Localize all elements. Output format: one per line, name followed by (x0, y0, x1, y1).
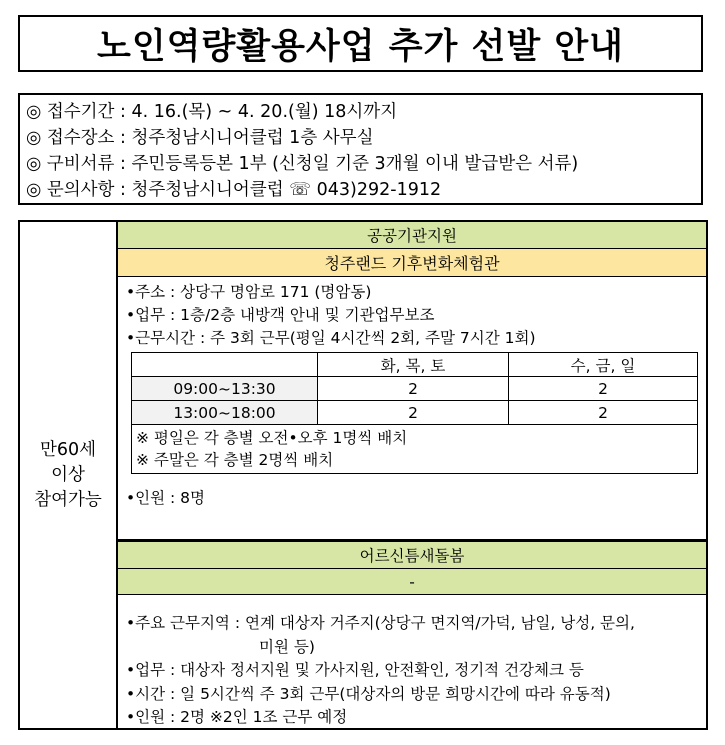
section2-area: •주요 근무지역 : 연계 대상자 거주지(상당구 면지역/가덕, 남일, 낭성, 문의, (126, 614, 635, 632)
schedule-time: 09:00~13:30 (132, 377, 318, 401)
schedule-time: 13:00~18:00 (132, 401, 318, 425)
programs (118, 222, 706, 730)
section2-staff: •인원 : 2명 ※2인 1조 근무 예정 (126, 708, 348, 726)
schedule-header-row (132, 353, 698, 377)
table-row (132, 377, 698, 401)
table-row (132, 401, 698, 425)
schedule-count: 2 (509, 377, 698, 401)
section1-address: •주소 : 상당구 명암로 171 (명암동) (126, 283, 372, 301)
info-period: ◎ 접수기간 : 4. 16.(목) ~ 4. 20.(월) 18시까지 (26, 102, 398, 122)
schedule-header-blank (132, 353, 318, 377)
schedule-table (131, 352, 698, 474)
page-title: 노인역량활용사업 추가 선발 안내 (97, 26, 624, 67)
schedule-notes (132, 425, 698, 474)
info-contact: ◎ 문의사항 : 청주청남시니어클럽 ☏ 043)292-1912 (26, 180, 442, 200)
section2-place: - (118, 569, 706, 595)
schedule-header-days1: 화, 목, 토 (318, 353, 509, 377)
section2-details (118, 595, 706, 730)
recruitment-table (18, 220, 708, 730)
info-location: ◎ 접수장소 : 청주청남시니어클럽 1층 사무실 (26, 128, 374, 148)
section1-duty: •업무 : 1층/2층 내방객 안내 및 기관업무보조 (126, 306, 435, 324)
section2-category: 어르신틈새돌봄 (118, 541, 706, 569)
section1-category: 공공기관지원 (118, 222, 706, 249)
eligibility-text: 만60세 이상 참여가능 (34, 439, 102, 510)
section1-hours: •근무시간 : 주 3회 근무(평일 4시간씩 2회, 주말 7시간 1회) (126, 329, 536, 347)
section-divider (118, 521, 706, 541)
schedule-count: 2 (509, 401, 698, 425)
section1-staff: •인원 : 8명 (126, 489, 205, 507)
info-box (18, 93, 703, 205)
schedule-note: ※ 주말은 각 층별 2명씩 배치 (136, 451, 334, 469)
section1-details (118, 277, 706, 521)
schedule-notes-row (132, 425, 698, 474)
title-box (18, 15, 703, 72)
schedule-count: 2 (318, 401, 509, 425)
info-documents: ◎ 구비서류 : 주민등록등본 1부 (신청일 기준 3개월 이내 발급받은 서류) (26, 154, 579, 174)
section2-hours: •시간 : 일 5시간씩 주 3회 근무(대상자의 방문 희망시간에 따라 유동적) (126, 684, 611, 703)
eligibility-cell (20, 222, 118, 728)
section2-duty: •업무 : 대상자 정서지원 및 가사지원, 안전확인, 정기적 건강체크 등 (126, 661, 584, 679)
section1-place: 청주랜드 기후변화체험관 (118, 249, 706, 277)
section2-area-cont: 미원 등) (259, 637, 315, 656)
schedule-count: 2 (318, 377, 509, 401)
schedule-note: ※ 평일은 각 층별 오전•오후 1명씩 배치 (136, 429, 408, 447)
schedule-header-days2: 수, 금, 일 (509, 353, 698, 377)
